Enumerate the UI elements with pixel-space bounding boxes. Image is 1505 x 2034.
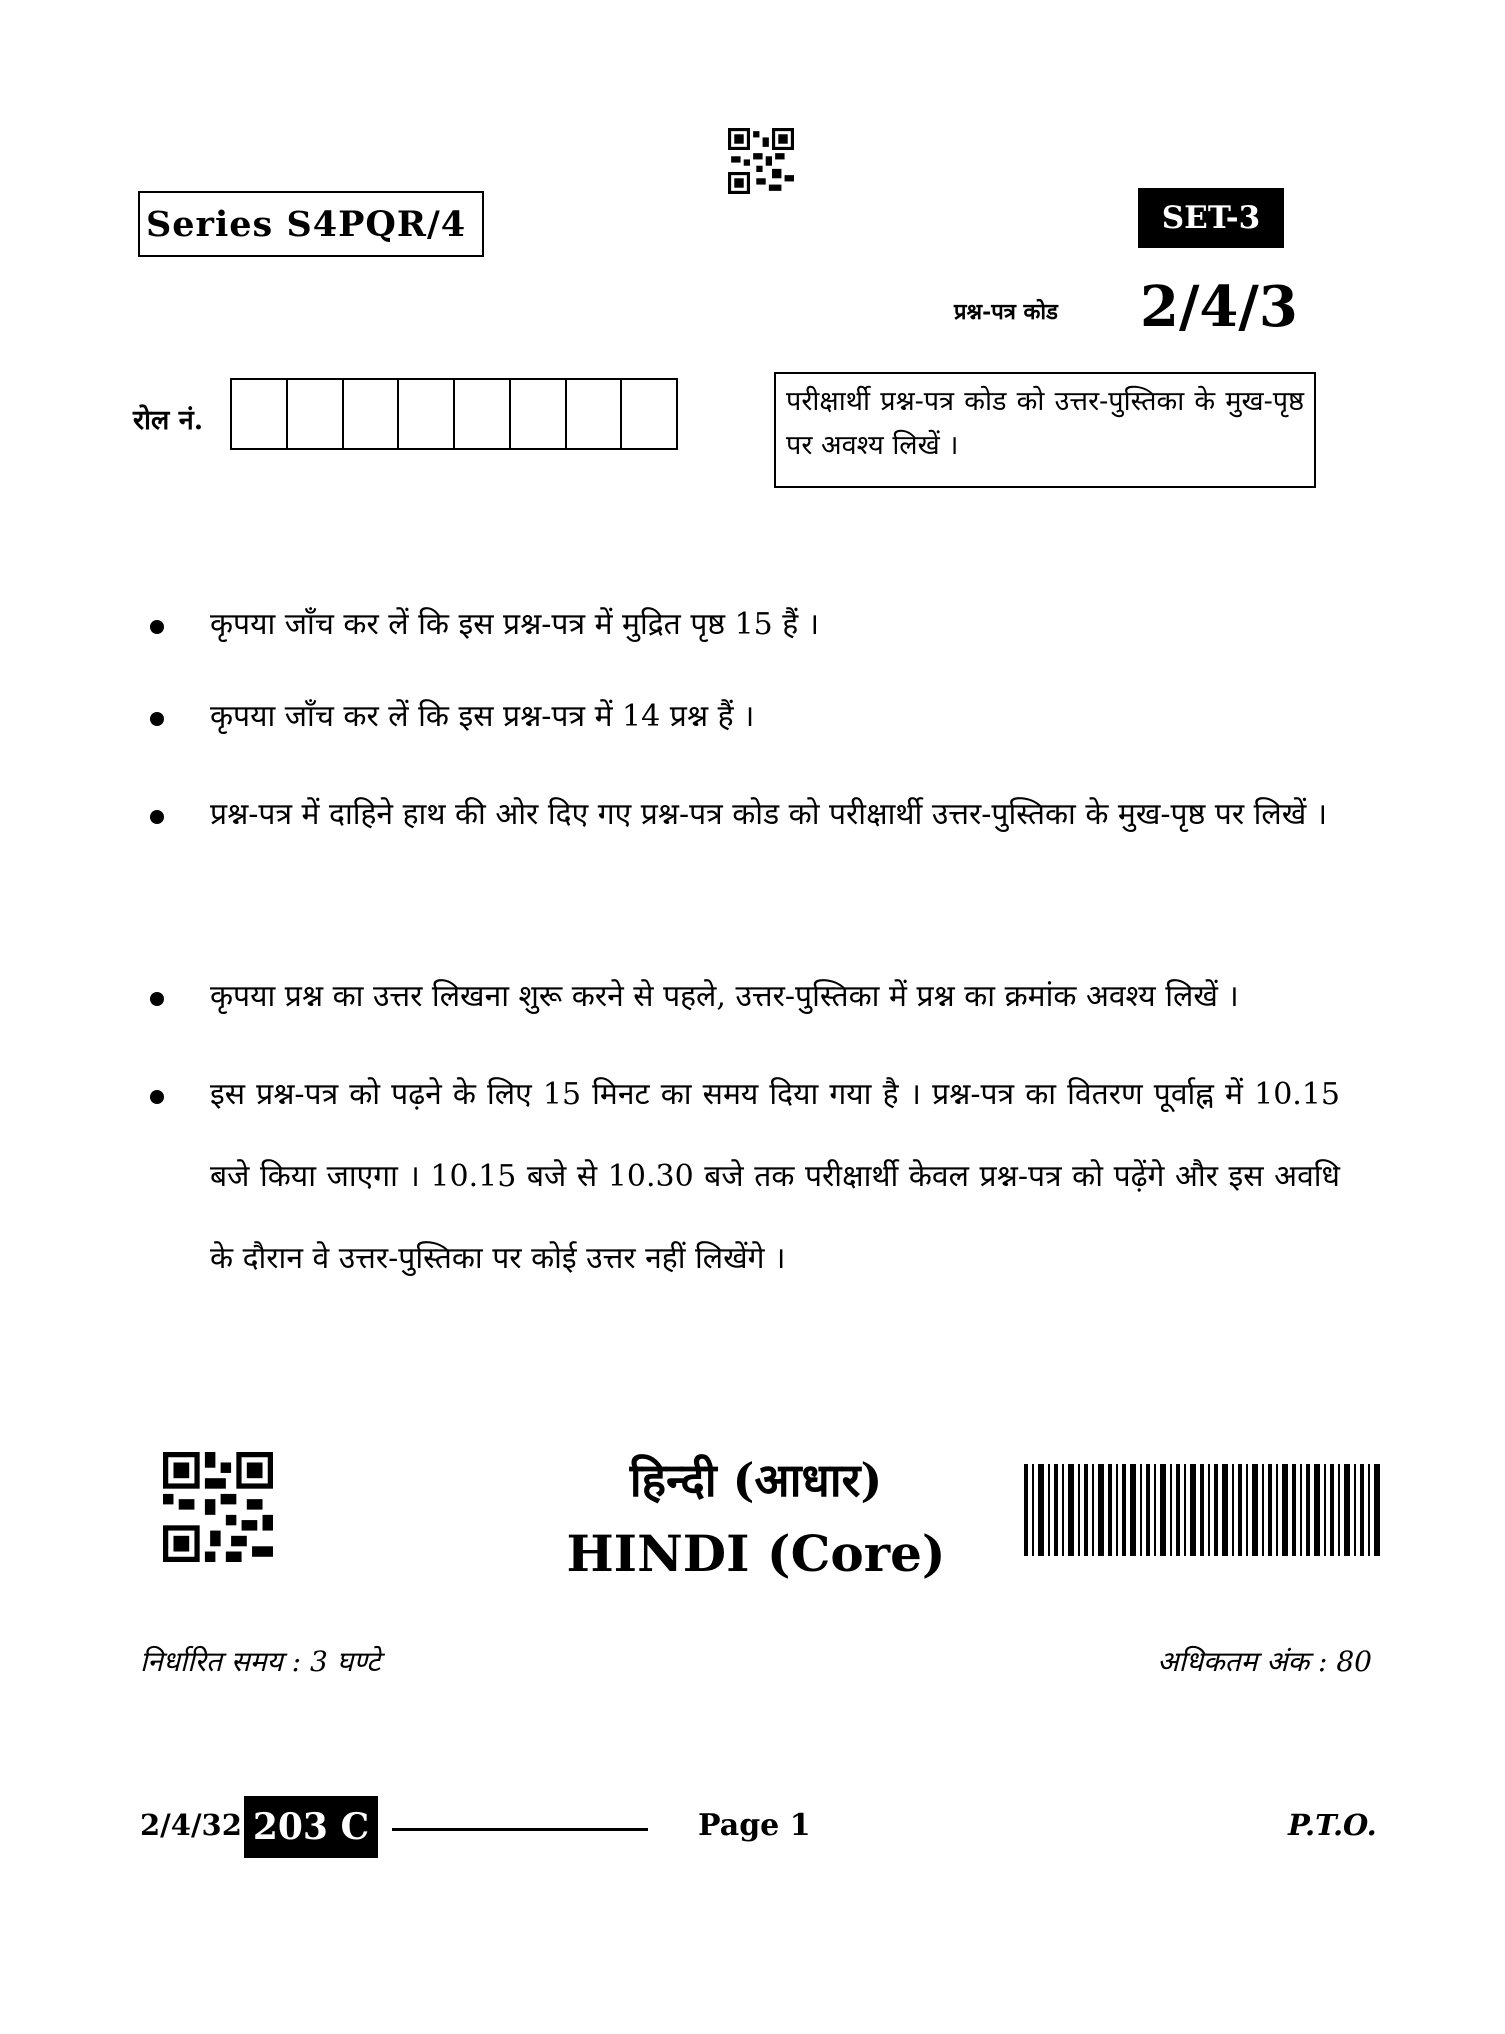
page-number: Page 1	[698, 1808, 811, 1843]
bullet-icon	[150, 1090, 164, 1104]
roll-number-cell[interactable]	[288, 380, 344, 448]
set-badge: SET-3	[1138, 188, 1284, 248]
bullet-icon	[150, 620, 164, 634]
maximum-marks: अधिकतम अंक : 80	[1157, 1645, 1372, 1678]
instruction-text: कृपया जाँच कर लें कि इस प्रश्न-पत्र में मुद्रित पृष्ठ 15 हैं ।	[210, 607, 820, 642]
bullet-icon	[150, 712, 164, 726]
roll-number-boxes[interactable]	[230, 378, 678, 450]
instruction-item	[150, 956, 1340, 1038]
roll-number-cell[interactable]	[232, 380, 288, 448]
pto-label: P.T.O.	[1288, 1808, 1377, 1842]
roll-number-cell[interactable]	[455, 380, 511, 448]
instruction-text: प्रश्न-पत्र में दाहिने हाथ की ओर दिए गए प्रश्न-पत्र कोड को परीक्षार्थी उत्तर-पुस्तिका के मुख-पृष्ठ पर लिखें ।	[210, 797, 1328, 832]
instruction-item	[150, 676, 1340, 758]
footer-divider	[392, 1828, 648, 1831]
paper-code: 2/4/3	[1140, 274, 1298, 340]
roll-number-label: रोल नं.	[133, 405, 204, 436]
roll-number-cell[interactable]	[622, 380, 678, 448]
qr-code-icon	[728, 128, 794, 194]
instruction-text: कृपया प्रश्न का उत्तर लिखना शुरू करने से पहले, उत्तर-पुस्तिका में प्रश्न का क्रमांक अवश्य लिखें ।	[210, 979, 1239, 1014]
instruction-item	[150, 1054, 1340, 1300]
instruction-text: इस प्रश्न-पत्र को पढ़ने के लिए 15 मिनट का समय दिया गया है । प्रश्न-पत्र का वितरण पूर्वाह्न में 10.15 बजे किया जाएगा । 10.15 बजे से 10.30 बजे तक परीक्षार्थी केवल प्रश्न-पत्र को पढ़ेंगे और इस अवधि के दौरान वे उत्तर-पुस्तिका पर कोई उत्तर नहीं लिखेंगे ।	[210, 1077, 1340, 1276]
roll-number-cell[interactable]	[399, 380, 455, 448]
bullet-icon	[150, 992, 164, 1006]
series-label: Series S4PQR/4	[138, 191, 484, 257]
barcode-icon	[1024, 1464, 1380, 1556]
roll-number-cell[interactable]	[567, 380, 623, 448]
footer-paper-code: 2/4/32	[140, 1808, 242, 1842]
roll-number-cell[interactable]	[511, 380, 567, 448]
qr-code-icon	[163, 1452, 273, 1562]
instruction-text: कृपया जाँच कर लें कि इस प्रश्न-पत्र में 14 प्रश्न हैं ।	[210, 699, 755, 734]
subject-title-hindi: हिन्दी (आधार)	[629, 1453, 883, 1507]
bullet-icon	[150, 810, 164, 824]
time-allowed: निर्धारित समय : 3 घण्टे	[140, 1645, 381, 1678]
roll-number-cell[interactable]	[344, 380, 400, 448]
subject-title-english: HINDI (Core)	[566, 1524, 946, 1583]
paper-code-label: प्रश्न-पत्र कोड	[954, 299, 1058, 325]
candidate-note: परीक्षार्थी प्रश्न-पत्र कोड को उत्तर-पुस्तिका के मुख-पृष्ठ पर अवश्य लिखें ।	[774, 372, 1316, 488]
instruction-item	[150, 774, 1340, 938]
footer-subject-code: 203 C	[244, 1796, 378, 1858]
instruction-item	[150, 584, 1340, 666]
